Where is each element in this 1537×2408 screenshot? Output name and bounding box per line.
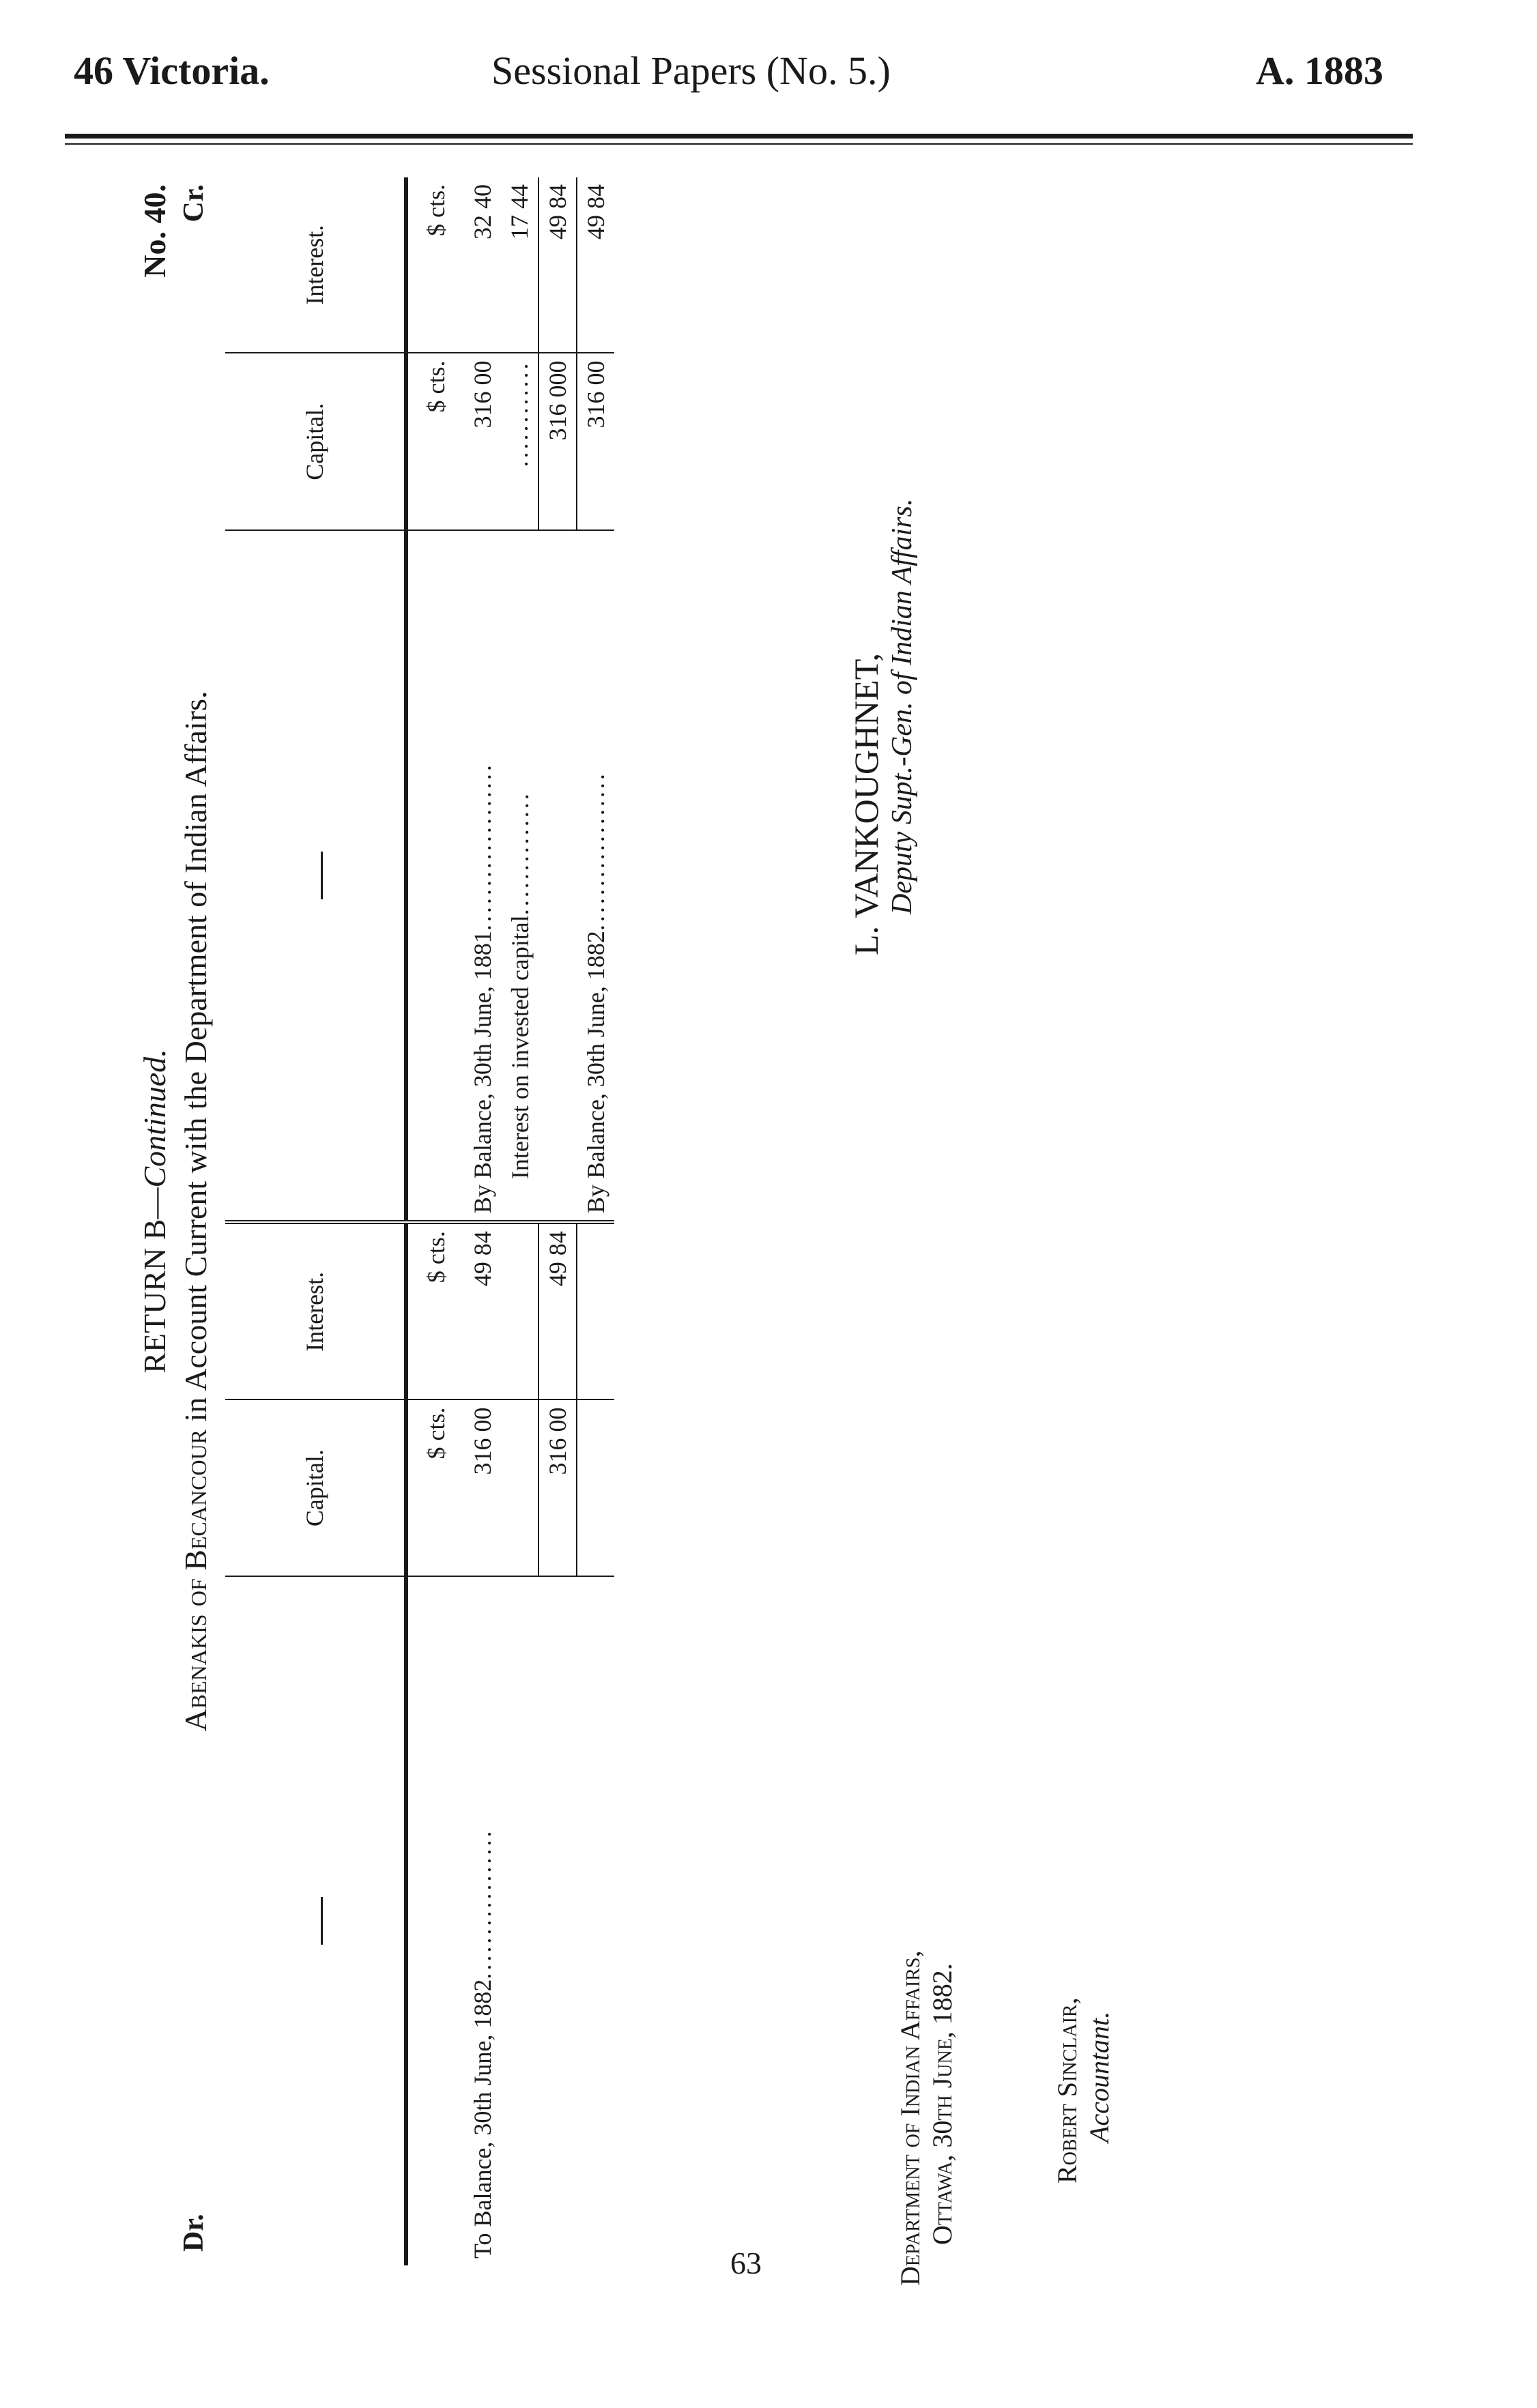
total-capital: 316 00 bbox=[538, 1400, 577, 1576]
return-number: No. 40. bbox=[137, 184, 172, 278]
entry-capital: 316 00 bbox=[464, 1400, 501, 1576]
account-title: Abenakis of Becancour in Account Current with the Department of Indian Affairs. bbox=[178, 691, 213, 1732]
credit-interest-header: Interest. bbox=[225, 177, 406, 353]
sinclair-signature bbox=[1051, 1997, 1115, 2184]
entry-label: By Balance, 30th June, 1881................... bbox=[464, 530, 501, 1222]
entry-interest: 17 44 bbox=[506, 184, 533, 240]
totals-row bbox=[538, 177, 577, 2265]
header-title: Sessional Papers (No. 5.) bbox=[491, 48, 891, 93]
unit-label: $ cts. bbox=[422, 184, 450, 236]
entry-label: Interest on invested capital.............. bbox=[501, 530, 538, 1222]
signatory-name: Robert Sinclair, bbox=[1052, 1997, 1082, 2184]
account-table bbox=[225, 177, 614, 2265]
debit-description-header bbox=[225, 1576, 406, 2265]
header-year: A. 1883 bbox=[1256, 48, 1383, 93]
debit-capital-header: Capital. bbox=[225, 1400, 406, 1576]
table-row bbox=[577, 177, 614, 2265]
account-ledger bbox=[130, 157, 874, 2265]
table-row: Interest on invested capital.............. ............ 17 44 bbox=[501, 177, 538, 2265]
entry-interest: 32 40 bbox=[469, 184, 496, 240]
debit-marker: Dr. bbox=[178, 2214, 210, 2252]
header-rule-thin bbox=[65, 143, 1413, 145]
vankoughnet-signature bbox=[846, 499, 919, 955]
header-rule-thick bbox=[65, 134, 1413, 139]
entry-interest: 49 84 bbox=[582, 184, 609, 240]
total-interest: 49 84 bbox=[538, 177, 577, 353]
unit-label: $ cts. bbox=[406, 353, 464, 530]
credit-capital-header: Capital. bbox=[225, 353, 406, 530]
unit-label: $ cts. bbox=[406, 1400, 464, 1576]
department-location: Ottawa, 30th June, 1882. bbox=[927, 1963, 958, 2245]
signatory-role: Deputy Supt.-Gen. of Indian Affairs. bbox=[887, 498, 918, 914]
return-title: RETURN B—Continued. bbox=[137, 1049, 172, 1374]
page-number: 63 bbox=[730, 2246, 762, 2280]
credit-marker: Cr. bbox=[178, 184, 210, 222]
signatory-role: Accountant. bbox=[1084, 2011, 1115, 2143]
department-dateline bbox=[894, 1951, 958, 2287]
entry-label: To Balance, 30th June, 1882................. bbox=[464, 1576, 501, 2265]
table-header-row bbox=[225, 177, 406, 2265]
entry-interest: 49 84 bbox=[464, 1222, 501, 1399]
department-name: Department of Indian Affairs, bbox=[895, 1950, 925, 2286]
total-interest: 49 84 bbox=[538, 1222, 577, 1399]
debit-interest-header: Interest. bbox=[225, 1222, 406, 1399]
table-row bbox=[464, 177, 501, 2265]
entry-label: By Balance, 30th June, 1882.................. bbox=[577, 530, 614, 1222]
total-capital: 316 000 bbox=[538, 353, 577, 530]
credit-description-header bbox=[225, 530, 406, 1222]
units-row bbox=[406, 177, 464, 2265]
entry-capital: 316 00 bbox=[464, 353, 501, 530]
entry-capital: 316 00 bbox=[577, 353, 614, 530]
header-session: 46 Victoria. bbox=[74, 48, 270, 93]
unit-label: $ cts. bbox=[406, 1222, 464, 1399]
band-name: Abenakis of Becancour bbox=[178, 1429, 213, 1732]
signatory-name: L. VANKOUGHNET, bbox=[847, 652, 885, 955]
